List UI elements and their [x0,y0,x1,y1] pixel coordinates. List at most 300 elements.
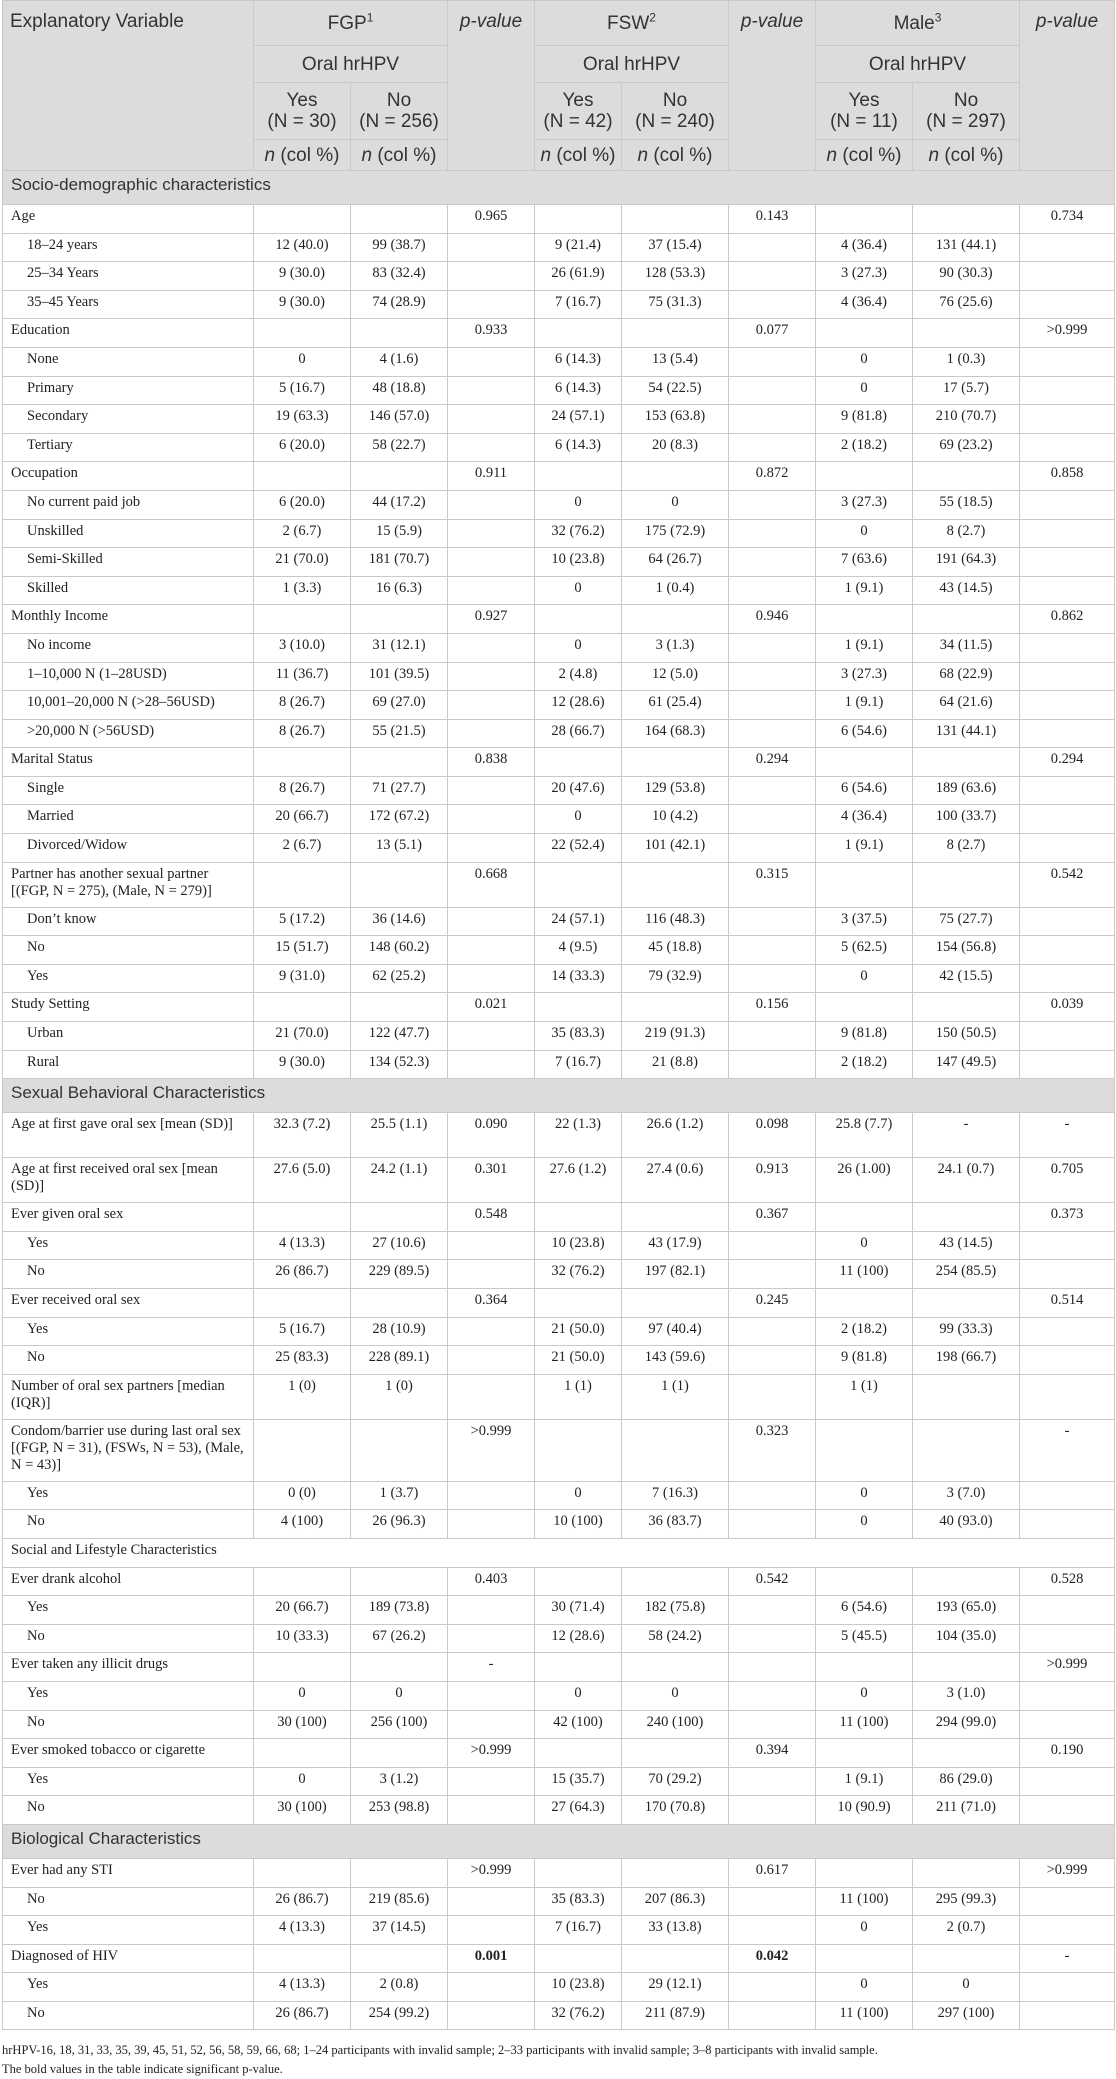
pvalue-cell [1020,1022,1115,1051]
value-yes-cell: 2 (18.2) [816,1317,913,1346]
value-yes-cell [816,993,913,1022]
value-no-cell: 99 (33.3) [913,1317,1020,1346]
value-no-cell [622,1567,729,1596]
value-yes-cell [816,1858,913,1887]
pvalue-cell [448,834,535,863]
category-label: Yes [3,1231,254,1260]
pvalue-cell [448,1510,535,1539]
value-no-cell: 122 (47.7) [351,1022,448,1051]
pvalue-cell: 0.403 [448,1567,535,1596]
value-yes-cell: 27.6 (5.0) [254,1158,351,1203]
category-label: No [3,1624,254,1653]
value-no-cell [622,1944,729,1973]
value-yes-cell: 21 (70.0) [254,548,351,577]
pvalue-cell: 0.913 [729,1158,816,1203]
pvalue-cell [1020,290,1115,319]
value-yes-cell: 9 (21.4) [535,233,622,262]
table-row-variable [3,993,1115,1022]
value-yes-cell: 10 (90.9) [816,1796,913,1825]
value-no-cell: 8 (2.7) [913,834,1020,863]
section-header [3,1824,1115,1858]
value-yes-cell: 2 (18.2) [816,433,913,462]
value-no-cell: 54 (22.5) [622,376,729,405]
pvalue-cell [448,691,535,720]
pvalue-cell [729,1260,816,1289]
value-no-cell [351,748,448,777]
pvalue-cell [448,1374,535,1419]
pvalue-cell [1020,233,1115,262]
table-row-category [3,776,1115,805]
pvalue-cell [448,936,535,965]
category-label: Urban [3,1022,254,1051]
value-yes-cell: 1 (9.1) [816,1767,913,1796]
pvalue-cell: 0.933 [448,319,535,348]
table-row-variable [3,605,1115,634]
pvalue-cell [729,719,816,748]
pvalue-cell [1020,1260,1115,1289]
pvalue-cell [1020,376,1115,405]
category-label: No [3,1710,254,1739]
value-yes-cell: 8 (26.7) [254,719,351,748]
pvalue-cell: >0.999 [1020,319,1115,348]
value-yes-cell: 10 (100) [535,1510,622,1539]
variable-label: Education [3,319,254,348]
value-no-cell: 297 (100) [913,2001,1020,2030]
pvalue-cell [1020,907,1115,936]
value-no-cell: 90 (30.3) [913,262,1020,291]
value-yes-cell: 4 (13.3) [254,1916,351,1945]
variable-label: Ever taken any illicit drugs [3,1653,254,1682]
value-no-cell: 27 (10.6) [351,1231,448,1260]
pvalue-cell [448,1767,535,1796]
value-no-cell: 8 (2.7) [913,519,1020,548]
pvalue-cell: >0.999 [448,1858,535,1887]
pvalue-cell: 0.946 [729,605,816,634]
value-yes-cell: 4 (36.4) [816,233,913,262]
value-no-cell: 58 (22.7) [351,433,448,462]
value-yes-cell: 4 (13.3) [254,1231,351,1260]
pvalue-cell: - [448,1653,535,1682]
value-no-cell [622,1289,729,1318]
pvalue-cell [1020,1374,1115,1419]
value-no-cell [351,319,448,348]
category-label: No [3,1260,254,1289]
pvalue-cell [729,1481,816,1510]
value-no-cell: 13 (5.1) [351,834,448,863]
pvalue-cell [1020,1510,1115,1539]
value-yes-cell: 19 (63.3) [254,405,351,434]
header-group-fgp: FGP$^1$ [254,1,448,46]
header-yes-fsw: Yes (N = 42) [535,83,622,140]
value-yes-cell [816,748,913,777]
pvalue-cell [729,1973,816,2002]
value-yes-cell: 6 (20.0) [254,490,351,519]
pvalue-cell: - [1020,1113,1115,1158]
value-yes-cell [816,319,913,348]
pvalue-cell [1020,1887,1115,1916]
value-yes-cell: 2 (6.7) [254,519,351,548]
value-no-cell: 48 (18.8) [351,376,448,405]
value-no-cell: 43 (14.5) [913,576,1020,605]
value-no-cell: 128 (53.3) [622,262,729,291]
value-yes-cell: 0 (0) [254,1481,351,1510]
pvalue-cell: 0.617 [729,1858,816,1887]
characteristics-table [2,0,1115,2030]
pvalue-cell [1020,1973,1115,2002]
value-no-cell: 64 (21.6) [913,691,1020,720]
pvalue-cell: 0.039 [1020,993,1115,1022]
pvalue-cell [729,233,816,262]
value-no-cell: 182 (75.8) [622,1596,729,1625]
pvalue-cell [729,376,816,405]
header-yes-fgp: Yes (N = 30) [254,83,351,140]
pvalue-cell [729,1596,816,1625]
pvalue-cell [448,1346,535,1375]
table-row-variable [3,462,1115,491]
value-yes-cell: 27.6 (1.2) [535,1158,622,1203]
value-no-cell: 181 (70.7) [351,548,448,577]
table-row-category [3,936,1115,965]
header-pvalue-male: p-value [1020,1,1115,171]
pvalue-cell [1020,1710,1115,1739]
value-no-cell: 33 (13.8) [622,1916,729,1945]
pvalue-cell [729,262,816,291]
pvalue-cell [729,633,816,662]
category-label: Yes [3,1681,254,1710]
header-no-male: No (N = 297) [913,83,1020,140]
category-label: 18–24 years [3,233,254,262]
value-yes-cell: 0 [816,519,913,548]
pvalue-cell: 0.927 [448,605,535,634]
variable-label: Age at first received oral sex [mean (SD)] [3,1158,254,1203]
header-no-fgp: No (N = 256) [351,83,448,140]
value-no-cell [913,462,1020,491]
value-yes-cell [535,1653,622,1682]
value-yes-cell: 8 (26.7) [254,776,351,805]
header-unit-no-fsw: n (col %) [622,140,729,171]
value-no-cell [622,462,729,491]
pvalue-cell: 0.301 [448,1158,535,1203]
pvalue-cell [448,1050,535,1079]
value-no-cell: 193 (65.0) [913,1596,1020,1625]
value-no-cell [622,1653,729,1682]
pvalue-cell [448,1317,535,1346]
value-yes-cell: 0 [254,1681,351,1710]
value-yes-cell: 25 (83.3) [254,1346,351,1375]
table-row-category [3,347,1115,376]
category-label: Rural [3,1050,254,1079]
pvalue-cell [729,347,816,376]
category-label: No [3,1510,254,1539]
header-unit-yes-fsw: n (col %) [535,140,622,171]
value-no-cell: 27.4 (0.6) [622,1158,729,1203]
pvalue-cell: 0.872 [729,462,816,491]
section-header [3,1079,1115,1113]
pvalue-cell: 0.542 [729,1567,816,1596]
table-row-category [3,1887,1115,1916]
value-no-cell: 0 [913,1973,1020,2002]
value-no-cell: 175 (72.9) [622,519,729,548]
value-no-cell: 1 (0) [351,1374,448,1419]
value-yes-cell: 11 (36.7) [254,662,351,691]
value-yes-cell: 26 (86.7) [254,2001,351,2030]
pvalue-cell [448,548,535,577]
value-yes-cell: 1 (9.1) [816,834,913,863]
value-yes-cell: 6 (54.6) [816,776,913,805]
section-title: Socio-demographic characteristics [3,171,1115,205]
value-no-cell: 1 (1) [622,1374,729,1419]
value-no-cell: 219 (85.6) [351,1887,448,1916]
pvalue-cell [1020,1317,1115,1346]
pvalue-cell: >0.999 [448,1739,535,1768]
table-row-category [3,1050,1115,1079]
value-no-cell [913,1567,1020,1596]
pvalue-cell [448,964,535,993]
table-body [3,171,1115,2030]
value-no-cell: 62 (25.2) [351,964,448,993]
variable-label: Ever smoked tobacco or cigarette [3,1739,254,1768]
value-yes-cell [254,1858,351,1887]
value-yes-cell [535,319,622,348]
pvalue-cell [448,347,535,376]
value-no-cell: 67 (26.2) [351,1624,448,1653]
variable-label: Ever had any STI [3,1858,254,1887]
value-no-cell [913,1653,1020,1682]
value-yes-cell: 3 (27.3) [816,262,913,291]
value-yes-cell: 0 [816,1681,913,1710]
category-label: No [3,1887,254,1916]
pvalue-cell: 0.705 [1020,1158,1115,1203]
value-yes-cell: 3 (10.0) [254,633,351,662]
pvalue-cell [1020,834,1115,863]
table-row-variable [3,1739,1115,1768]
value-no-cell [913,993,1020,1022]
pvalue-cell [729,1346,816,1375]
pvalue-cell [729,1767,816,1796]
table-row-category [3,1317,1115,1346]
value-no-cell [351,862,448,907]
value-no-cell: 45 (18.8) [622,936,729,965]
pvalue-cell [729,662,816,691]
value-yes-cell: 12 (28.6) [535,1624,622,1653]
category-label: 25–34 Years [3,262,254,291]
value-yes-cell: 35 (83.3) [535,1022,622,1051]
category-label: Yes [3,1596,254,1625]
value-yes-cell: 0 [816,376,913,405]
value-no-cell: 116 (48.3) [622,907,729,936]
value-no-cell: 143 (59.6) [622,1346,729,1375]
category-label: Semi-Skilled [3,548,254,577]
table-row-category [3,1510,1115,1539]
value-yes-cell [816,205,913,234]
value-yes-cell: 28 (66.7) [535,719,622,748]
value-yes-cell: 11 (100) [816,1710,913,1739]
value-yes-cell: 8 (26.7) [254,691,351,720]
pvalue-cell [1020,1767,1115,1796]
value-yes-cell: 5 (62.5) [816,936,913,965]
pvalue-cell: >0.999 [448,1419,535,1481]
table-row-variable [3,862,1115,907]
pvalue-cell: 0.042 [729,1944,816,1973]
value-no-cell: 58 (24.2) [622,1624,729,1653]
pvalue-cell [448,405,535,434]
table-row-variable [3,1567,1115,1596]
pvalue-cell: 0.021 [448,993,535,1022]
value-yes-cell [535,462,622,491]
value-no-cell: 254 (99.2) [351,2001,448,2030]
pvalue-cell [729,1374,816,1419]
value-yes-cell: 11 (100) [816,2001,913,2030]
value-no-cell: 7 (16.3) [622,1481,729,1510]
value-yes-cell [816,1203,913,1232]
value-yes-cell: 32 (76.2) [535,519,622,548]
value-yes-cell: 11 (100) [816,1887,913,1916]
pvalue-cell [729,405,816,434]
header-no-fsw: No (N = 240) [622,83,729,140]
value-no-cell: 131 (44.1) [913,233,1020,262]
value-yes-cell: 4 (9.5) [535,936,622,965]
pvalue-cell [729,1624,816,1653]
variable-label: Age at first gave oral sex [mean (SD)] [3,1113,254,1158]
pvalue-cell [729,907,816,936]
value-yes-cell: 1 (9.1) [816,691,913,720]
value-yes-cell: 20 (47.6) [535,776,622,805]
table-row-category [3,662,1115,691]
value-yes-cell: 1 (9.1) [816,633,913,662]
value-no-cell [351,1944,448,1973]
value-no-cell [351,605,448,634]
value-no-cell: 3 (1.3) [622,633,729,662]
value-no-cell: 55 (21.5) [351,719,448,748]
pvalue-cell [729,490,816,519]
header-explanatory-variable: Explanatory Variable [3,1,254,171]
category-label: Yes [3,1767,254,1796]
value-no-cell: 42 (15.5) [913,964,1020,993]
value-no-cell [913,1203,1020,1232]
pvalue-cell [448,776,535,805]
category-label: No [3,1796,254,1825]
value-no-cell: 254 (85.5) [913,1260,1020,1289]
value-no-cell [913,1289,1020,1318]
category-label: Secondary [3,405,254,434]
table-row-category [3,2001,1115,2030]
pvalue-cell: - [1020,1944,1115,1973]
pvalue-cell: 0.734 [1020,205,1115,234]
header-unit-yes-male: n (col %) [816,140,913,171]
value-yes-cell [535,748,622,777]
table-row-category [3,405,1115,434]
pvalue-cell [448,1887,535,1916]
pvalue-cell [448,1481,535,1510]
value-no-cell: 211 (71.0) [913,1796,1020,1825]
value-yes-cell: 7 (16.7) [535,1916,622,1945]
table-row-category [3,964,1115,993]
pvalue-cell: 0.364 [448,1289,535,1318]
value-no-cell: 29 (12.1) [622,1973,729,2002]
value-yes-cell: 10 (23.8) [535,1973,622,2002]
value-yes-cell: 10 (33.3) [254,1624,351,1653]
table-row-category [3,1260,1115,1289]
value-no-cell: 24.1 (0.7) [913,1158,1020,1203]
pvalue-cell [1020,1624,1115,1653]
value-no-cell [913,205,1020,234]
pvalue-cell [448,1260,535,1289]
table-row-category [3,1916,1115,1945]
pvalue-cell [1020,691,1115,720]
value-no-cell: 10 (4.2) [622,805,729,834]
footnote-line-2: The bold values in the table indicate significant p-value. [2,2062,283,2077]
value-yes-cell: 2 (18.2) [816,1050,913,1079]
table-row-variable [3,1113,1115,1158]
value-no-cell: 40 (93.0) [913,1510,1020,1539]
value-yes-cell [535,862,622,907]
table-row-category [3,1973,1115,2002]
table-row-category [3,376,1115,405]
table-row-category [3,576,1115,605]
value-no-cell: 68 (22.9) [913,662,1020,691]
value-yes-cell [254,1739,351,1768]
value-yes-cell: 3 (37.5) [816,907,913,936]
value-no-cell: 0 [351,1681,448,1710]
value-yes-cell: 12 (40.0) [254,233,351,262]
table-row-variable [3,1374,1115,1419]
category-label: 10,001–20,000 N (>28–56USD) [3,691,254,720]
value-no-cell: 75 (31.3) [622,290,729,319]
value-yes-cell: 2 (6.7) [254,834,351,863]
pvalue-cell: 0.542 [1020,862,1115,907]
pvalue-cell [1020,805,1115,834]
pvalue-cell [729,576,816,605]
value-yes-cell: 0 [535,1681,622,1710]
value-no-cell [622,1858,729,1887]
value-no-cell: 4 (1.6) [351,347,448,376]
value-no-cell: 147 (49.5) [913,1050,1020,1079]
section-header [3,1538,1115,1567]
value-no-cell [622,748,729,777]
pvalue-cell [448,719,535,748]
value-yes-cell: 5 (17.2) [254,907,351,936]
variable-label: Ever given oral sex [3,1203,254,1232]
value-no-cell: - [913,1113,1020,1158]
table-row-variable [3,1289,1115,1318]
value-no-cell [351,1653,448,1682]
pvalue-cell [729,1887,816,1916]
category-label: Yes [3,1481,254,1510]
value-yes-cell: 0 [535,490,622,519]
value-no-cell: 36 (14.6) [351,907,448,936]
pvalue-cell [448,519,535,548]
value-no-cell: 228 (89.1) [351,1346,448,1375]
variable-label: Age [3,205,254,234]
value-no-cell: 197 (82.1) [622,1260,729,1289]
category-label: Yes [3,1916,254,1945]
value-no-cell: 134 (52.3) [351,1050,448,1079]
value-yes-cell: 30 (100) [254,1710,351,1739]
pvalue-cell [448,262,535,291]
variable-label: Occupation [3,462,254,491]
value-no-cell [913,748,1020,777]
value-yes-cell: 10 (23.8) [535,548,622,577]
table-row-category [3,691,1115,720]
pvalue-cell [729,1022,816,1051]
value-yes-cell: 1 (9.1) [816,576,913,605]
value-yes-cell [816,1653,913,1682]
value-no-cell: 3 (1.2) [351,1767,448,1796]
pvalue-cell [1020,776,1115,805]
pvalue-cell [448,1624,535,1653]
value-yes-cell: 0 [816,1481,913,1510]
pvalue-cell [1020,964,1115,993]
